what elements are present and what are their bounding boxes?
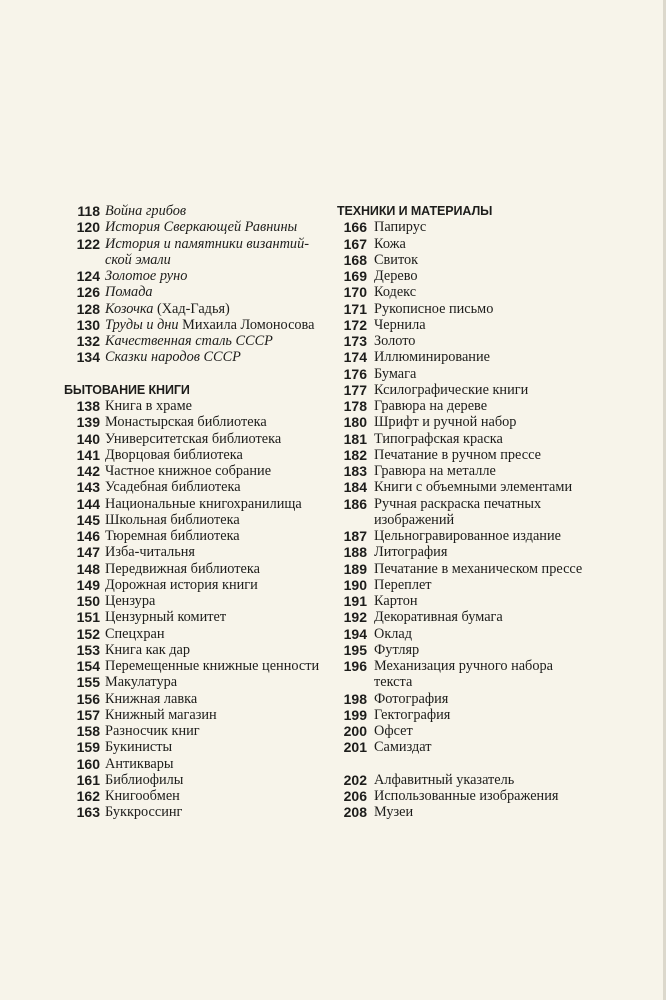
entry-title-line2: ской эмали [105, 251, 171, 268]
toc-entry[interactable] [64, 333, 334, 349]
entry-title: Кодекс [374, 284, 417, 301]
page-number: 196 [343, 658, 367, 674]
page-number: 124 [76, 268, 100, 284]
toc-entry[interactable] [337, 642, 627, 658]
toc-left-section-list [64, 398, 334, 821]
entry-title: Типографская краска [374, 430, 503, 447]
toc-entry[interactable] [64, 642, 334, 658]
page-number: 134 [76, 349, 100, 366]
entry-title [374, 496, 627, 529]
page-number: 206 [343, 788, 367, 804]
page-number: 144 [76, 495, 100, 512]
entry-title: Тюремная библиотека [105, 528, 240, 544]
entry-title: Дворцовая библиотека [105, 446, 243, 463]
entry-title: Книжный магазин [105, 706, 217, 723]
entry-title: Сказки народов СССР [105, 349, 241, 366]
entry-title: Спецхран [105, 625, 165, 642]
toc-entry[interactable] [337, 609, 627, 625]
entry-title: Картон [374, 593, 418, 609]
page-number: 167 [343, 235, 367, 252]
entry-title: Самиздат [374, 739, 432, 756]
page-number: 152 [76, 625, 100, 642]
page-number: 168 [343, 251, 367, 268]
page-number: 186 [343, 495, 367, 512]
entry-title: Изба-читальня [105, 544, 195, 561]
entry-title: Университетская библиотека [105, 430, 282, 447]
toc-entry[interactable] [337, 366, 627, 382]
page-number: 122 [76, 235, 100, 252]
entry-title: Шрифт и ручной набор [374, 414, 517, 431]
entry-title: Книга как дар [105, 641, 190, 658]
entry-title-italic: Козочка [105, 300, 154, 317]
toc-entry[interactable] [64, 496, 334, 512]
entry-title: Офсет [374, 723, 413, 739]
page-number: 201 [343, 739, 367, 756]
page-number: 184 [343, 479, 367, 496]
page-number: 147 [76, 544, 100, 561]
page-number: 155 [76, 674, 100, 691]
toc-entry[interactable] [64, 561, 334, 577]
toc-entry[interactable] [64, 447, 334, 463]
page-number: 145 [76, 511, 100, 528]
toc-entry[interactable] [64, 772, 334, 788]
page-number: 148 [76, 560, 100, 577]
page-number: 172 [343, 316, 367, 333]
toc-entry[interactable] [64, 788, 334, 804]
entry-title: Алфавитный указатель [374, 771, 515, 788]
entry-title: Футляр [374, 641, 420, 658]
toc-entry[interactable] [337, 219, 627, 235]
page-number: 191 [343, 593, 367, 609]
toc-entry[interactable] [64, 398, 334, 414]
toc-entry[interactable] [64, 544, 334, 560]
page-number: 178 [343, 398, 367, 414]
entry-title: Печатание в ручном прессе [374, 446, 541, 463]
toc-entry[interactable] [64, 723, 334, 739]
toc-entry[interactable] [337, 333, 627, 349]
entry-title: Качественная сталь СССР [105, 333, 273, 349]
entry-title-rest: (Хад-Гадья) [153, 300, 230, 317]
toc-entry[interactable] [337, 236, 627, 252]
toc-entry[interactable] [337, 398, 627, 414]
toc-left-column [64, 203, 334, 821]
page-number: 190 [343, 576, 367, 593]
entry-title: Папирус [374, 219, 427, 236]
entry-title: Монастырская библиотека [105, 414, 267, 431]
page-number: 176 [343, 365, 367, 382]
page-number: 202 [343, 771, 367, 788]
entry-title [105, 317, 334, 333]
entry-title: Печатание в механическом прессе [374, 560, 583, 577]
page-number: 163 [76, 804, 100, 821]
toc-entry[interactable] [337, 723, 627, 739]
toc-entry[interactable] [64, 674, 334, 690]
toc-entry[interactable] [64, 431, 334, 447]
section-heading: ТЕХНИКИ И МАТЕРИАЛЫ [337, 204, 493, 218]
toc-right-section-list [337, 219, 627, 755]
page-number: 166 [343, 219, 367, 236]
page-number: 157 [76, 706, 100, 723]
entry-title-line1: История и памятники византий- [105, 235, 309, 252]
entry-title-italic: Труды и дни [105, 316, 179, 333]
toc-entry[interactable] [64, 463, 334, 479]
toc-entry[interactable] [64, 593, 334, 609]
entry-title: Переплет [374, 576, 432, 593]
entry-title: Золото [374, 333, 416, 349]
page-number: 139 [76, 414, 100, 431]
entry-title: Библиофилы [105, 771, 184, 788]
page-number: 170 [343, 284, 367, 301]
page-number: 195 [343, 641, 367, 658]
page-number: 189 [343, 560, 367, 577]
entry-title: Усадебная библиотека [105, 479, 241, 496]
toc-entry[interactable] [337, 707, 627, 723]
page-number: 180 [343, 414, 367, 431]
page-number: 158 [76, 723, 100, 739]
page-number: 150 [76, 593, 100, 609]
toc-entry[interactable] [64, 707, 334, 723]
entry-title-rest: Михаила Ломоносова [178, 316, 315, 333]
entry-title: Книги с объемными элементами [374, 479, 573, 496]
entry-title: Гравюра на металле [374, 463, 496, 479]
entry-title: Помада [105, 284, 153, 301]
toc-left-top-list [64, 203, 334, 366]
toc-entry[interactable] [337, 593, 627, 609]
toc-entry[interactable] [64, 691, 334, 707]
page-number: 140 [76, 430, 100, 447]
page-number: 198 [343, 690, 367, 707]
entry-title: Фотография [374, 690, 449, 707]
entry-title: Ксилографические книги [374, 381, 529, 398]
entry-title: Букинисты [105, 739, 173, 756]
entry-title: Разносчик книг [105, 723, 200, 739]
entry-title: Оклад [374, 625, 413, 642]
entry-title: Золотое руно [105, 268, 188, 284]
page-number: 192 [343, 609, 367, 626]
toc-entry[interactable] [64, 739, 334, 755]
toc-entry[interactable] [337, 479, 627, 495]
toc-entry[interactable] [64, 658, 334, 674]
entry-title: Музеи [374, 804, 414, 821]
toc-entry[interactable] [337, 496, 627, 529]
page-number: 146 [76, 528, 100, 544]
toc-entry[interactable] [337, 414, 627, 430]
toc-entry[interactable] [64, 349, 334, 365]
entry-title: Цензура [105, 593, 156, 609]
toc-entry[interactable] [64, 236, 334, 269]
page-number: 182 [343, 446, 367, 463]
page-number: 118 [77, 203, 100, 219]
entry-title: Декоративная бумага [374, 609, 503, 626]
toc-entry[interactable] [64, 512, 334, 528]
entry-title: Цельногравированное издание [374, 528, 561, 544]
page-number: 156 [76, 690, 100, 707]
page-number: 138 [76, 398, 100, 414]
entry-title: Дорожная история книги [105, 576, 258, 593]
page-number: 142 [76, 463, 100, 479]
entry-title: Буккроссинг [105, 804, 183, 821]
toc-entry[interactable] [337, 447, 627, 463]
toc-entry[interactable] [337, 658, 627, 691]
toc-entry[interactable] [64, 414, 334, 430]
entry-title: Макулатура [105, 674, 178, 691]
page-number: 151 [76, 609, 100, 626]
page-number: 183 [343, 463, 367, 479]
toc-entry[interactable] [337, 317, 627, 333]
page-number: 128 [76, 300, 100, 317]
entry-title-line2: изображений [374, 511, 455, 528]
entry-title: Кожа [374, 235, 406, 252]
page-number: 154 [76, 658, 100, 674]
entry-title: Цензурный комитет [105, 609, 227, 626]
page-number: 161 [76, 771, 100, 788]
section-heading: БЫТОВАНИЕ КНИГИ [64, 382, 190, 397]
page-number: 188 [343, 544, 367, 561]
page-number: 132 [76, 333, 100, 349]
entry-title: Чернила [374, 316, 426, 333]
toc-entry[interactable] [64, 203, 334, 219]
page-number: 159 [76, 739, 100, 756]
toc-entry[interactable] [337, 739, 627, 755]
entry-title-line1: Механизация ручного набора [374, 658, 553, 674]
page-number: 173 [343, 333, 367, 349]
page-number: 141 [76, 446, 100, 463]
entry-title [105, 236, 334, 269]
page-number: 160 [76, 755, 100, 772]
toc-entry[interactable] [337, 804, 627, 820]
toc-entry[interactable] [337, 463, 627, 479]
toc-entry[interactable] [337, 431, 627, 447]
entry-title: Перемещенные книжные ценности [105, 658, 320, 674]
toc-entry[interactable] [337, 349, 627, 365]
entry-title: Рукописное письмо [374, 300, 494, 317]
toc-entry[interactable] [337, 691, 627, 707]
page-number: 171 [343, 300, 367, 317]
toc-entry[interactable] [337, 561, 627, 577]
page-number: 199 [343, 706, 367, 723]
entry-title: Частное книжное собрание [105, 463, 272, 479]
entry-title: Национальные книгохранилища [105, 495, 302, 512]
entry-title: Литография [374, 544, 448, 561]
page-number: 162 [76, 788, 100, 804]
toc-entry[interactable] [337, 544, 627, 560]
page-number: 126 [76, 284, 100, 301]
entry-title: Антиквары [105, 755, 174, 772]
page-number: 153 [76, 641, 100, 658]
toc-entry[interactable] [64, 479, 334, 495]
entry-title: Война грибов [105, 203, 187, 219]
page-number: 194 [343, 625, 367, 642]
entry-title: Использованные изображения [374, 788, 559, 804]
toc-entry[interactable] [64, 301, 334, 317]
toc-entry[interactable] [337, 268, 627, 284]
toc-right-column [337, 203, 627, 821]
toc-entry[interactable] [337, 788, 627, 804]
page-number: 174 [343, 349, 367, 366]
toc-entry[interactable] [337, 284, 627, 300]
entry-title-line2: текста [374, 674, 413, 691]
toc-entry[interactable] [64, 317, 334, 333]
entry-title: Свиток [374, 251, 419, 268]
toc-entry[interactable] [64, 804, 334, 820]
toc-entry[interactable] [64, 626, 334, 642]
entry-title-line1: Ручная раскраска печатных [374, 495, 542, 512]
entry-title [374, 658, 627, 691]
toc-entry[interactable] [64, 577, 334, 593]
page-number: 149 [76, 576, 100, 593]
entry-title: Гравюра на дереве [374, 398, 488, 414]
page-number: 181 [343, 430, 367, 447]
page-number: 169 [343, 268, 367, 284]
entry-title: Дерево [374, 268, 418, 284]
entry-title: Гектография [374, 706, 451, 723]
toc-entry[interactable] [64, 756, 334, 772]
page-number: 143 [76, 479, 100, 496]
entry-title: Книжная лавка [105, 690, 198, 707]
entry-title: Книга в храме [105, 398, 192, 414]
toc-entry[interactable] [64, 284, 334, 300]
entry-title [105, 301, 334, 317]
page-number: 208 [343, 804, 367, 821]
entry-title: Передвижная библиотека [105, 560, 260, 577]
page-number: 130 [76, 316, 100, 333]
page-number: 177 [343, 381, 367, 398]
toc-back-matter-list [337, 772, 627, 821]
toc-entry[interactable] [337, 301, 627, 317]
spacer [64, 366, 334, 382]
page-number: 200 [343, 723, 367, 739]
entry-title: История Сверкающей Равнины [105, 219, 298, 236]
entry-title: Книгообмен [105, 788, 180, 804]
toc-entry[interactable] [64, 528, 334, 544]
page-number: 187 [343, 528, 367, 544]
toc-entry[interactable] [64, 268, 334, 284]
toc-entry[interactable] [337, 528, 627, 544]
entry-title: Бумага [374, 365, 417, 382]
toc-entry[interactable] [337, 772, 627, 788]
toc-entry[interactable] [64, 219, 334, 235]
toc-entry[interactable] [337, 626, 627, 642]
entry-title: Школьная библиотека [105, 511, 240, 528]
toc-entry[interactable] [337, 252, 627, 268]
entry-title: Иллюминирование [374, 349, 490, 366]
toc-entry[interactable] [64, 609, 334, 625]
toc-entry[interactable] [337, 382, 627, 398]
page-number: 120 [76, 219, 100, 236]
spacer [337, 756, 627, 772]
toc-entry[interactable] [337, 577, 627, 593]
